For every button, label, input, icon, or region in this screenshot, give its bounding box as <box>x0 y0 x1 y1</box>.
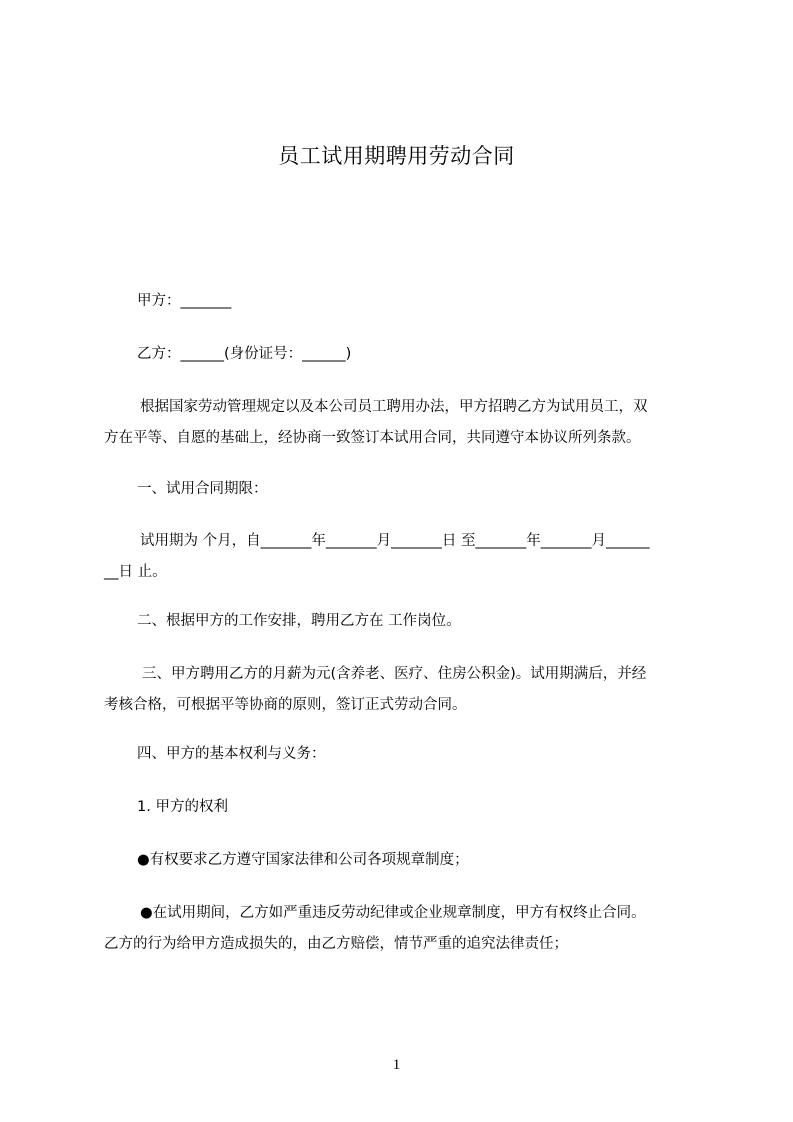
section1-line-1: 试用期为 个月，自_______年_______月_______日 至_______年_______月______ <box>140 533 650 549</box>
page-number: 1 <box>392 1057 401 1073</box>
party-a-line: 甲方：_______ <box>137 293 232 309</box>
section4-subheading-rights: 1. 甲方的权利 <box>137 799 228 815</box>
bullet-item-2-line-1: ●在试用期间，乙方如严重违反劳动纪律或企业规章制度，甲方有权终止合同。 <box>140 905 646 921</box>
section1-body <box>104 532 649 581</box>
party-b-line: 乙方：______(身份证号：______) <box>137 346 352 362</box>
intro-line-2: 方在平等、自愿的基础上，经协商一致签订本试用合同，共同遵守本协议所列条款。 <box>104 430 641 446</box>
bullet-item-2 <box>104 904 646 953</box>
section2-paragraph: 二、根据甲方的工作安排，聘用乙方在 工作岗位。 <box>137 613 461 629</box>
section3-line-2: 考核合格，可根据平等协商的原则，签订正式劳动合同。 <box>104 697 467 713</box>
intro-paragraph <box>104 398 648 447</box>
document-title: 员工试用期聘用劳动合同 <box>278 144 515 168</box>
section1-line-2: __日 止。 <box>104 564 167 580</box>
bullet-item-2-line-2: 乙方的行为给甲方造成损失的，由乙方赔偿，情节严重的追究法律责任； <box>104 936 568 952</box>
section1-heading: 一、试用合同期限： <box>137 481 268 497</box>
bullet-item-1: ●有权要求乙方遵守国家法律和公司各项规章制度； <box>137 852 469 868</box>
intro-line-1: 根据国家劳动管理规定以及本公司员工聘用办法，甲方招聘乙方为试用员工，双 <box>140 399 648 415</box>
section3-paragraph <box>104 665 646 714</box>
section3-line-1: 三、甲方聘用乙方的月薪为元(含养老、医疗、住房公积金)。试用期满后，并经 <box>142 666 647 682</box>
section4-heading: 四、甲方的基本权利与义务： <box>137 746 326 762</box>
